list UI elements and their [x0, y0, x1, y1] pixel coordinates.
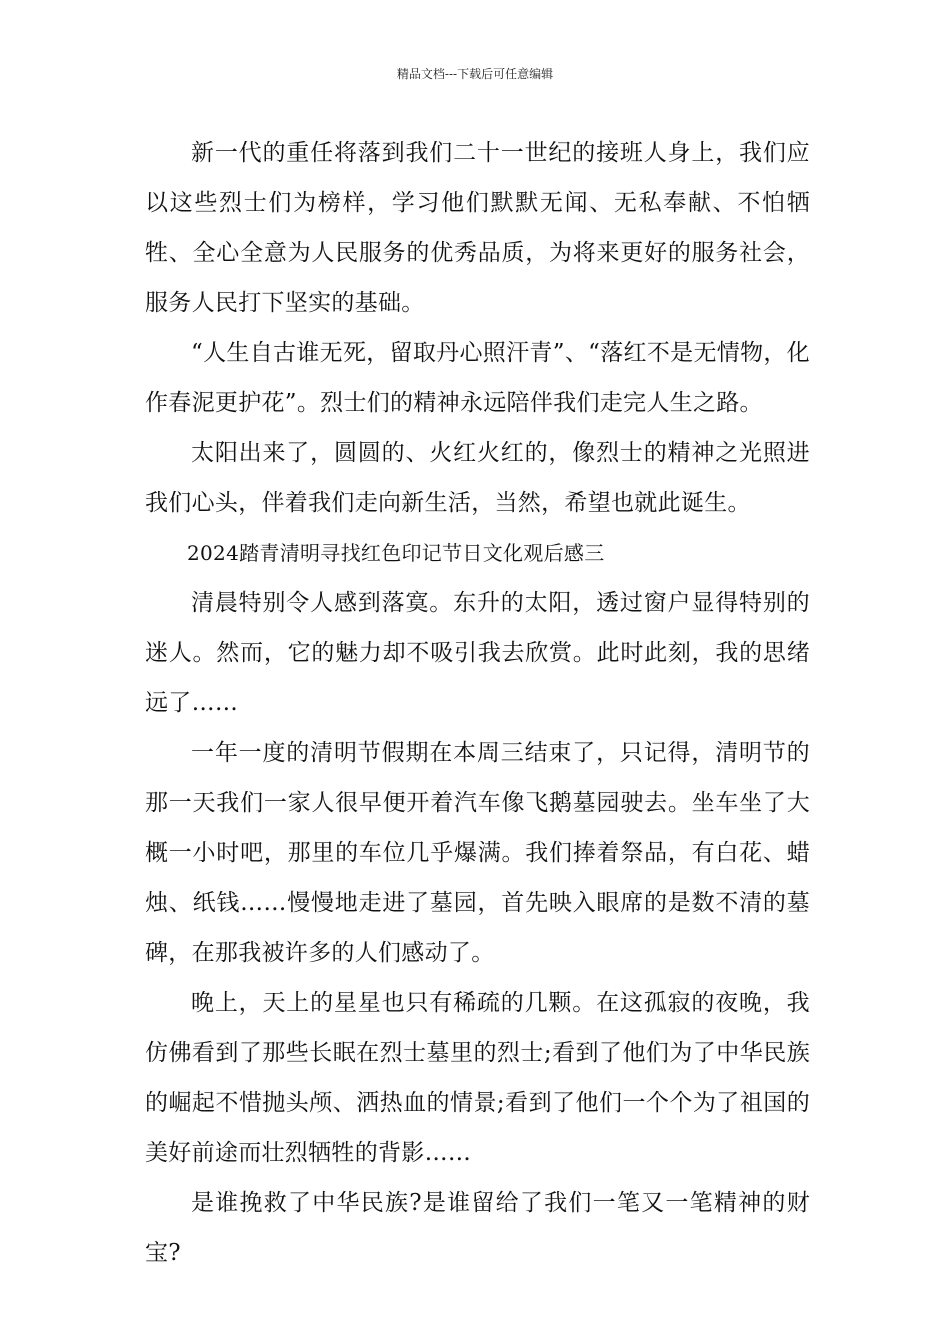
paragraph: “人生自古谁无死，留取丹心照汗青”、“落红不是无情物，化作春泥更护花”。烈士们的精神永远陪伴我们走完人生之路。	[145, 340, 810, 416]
document-body	[145, 128, 810, 1278]
paragraph: 是谁挽救了中华民族?是谁留给了我们一笔又一笔精神的财宝?	[145, 1190, 810, 1266]
paragraph: 太阳出来了，圆圆的、火红火红的，像烈士的精神之光照进我们心头，伴着我们走向新生活，当然，希望也就此诞生。	[145, 440, 810, 516]
paragraph: 一年一度的清明节假期在本周三结束了，只记得，清明节的那一天我们一家人很早便开着汽车像飞鹅墓园驶去。坐车坐了大概一小时吧，那里的车位几乎爆满。我们捧着祭品，有白花、蜡烛、纸钱……慢慢地走进了墓园，首先映入眼席的是数不清的墓碑，在那我被许多的人们感动了。	[145, 740, 810, 966]
page-header: 精品文档---下载后可任意编辑	[396, 67, 554, 81]
section-heading: 2024踏青清明寻找红色印记节日文化观后感三	[187, 541, 605, 565]
paragraph: 新一代的重任将落到我们二十一世纪的接班人身上，我们应以这些烈士们为榜样，学习他们默默无闻、无私奉献、不怕牺牲、全心全意为人民服务的优秀品质，为将来更好的服务社会，服务人民打下坚实的基础。	[145, 140, 810, 316]
paragraph: 清晨特别令人感到落寞。东升的太阳，透过窗户显得特别的迷人。然而，它的魅力却不吸引我去欣赏。此时此刻，我的思绪远了……	[145, 590, 810, 716]
paragraph: 晚上，天上的星星也只有稀疏的几颗。在这孤寂的夜晚，我仿佛看到了那些长眠在烈士墓里的烈士;看到了他们为了中华民族的崛起不惜抛头颅、洒热血的情景;看到了他们一个个为了祖国的美好前途而壮烈牺牲的背影……	[145, 990, 810, 1166]
